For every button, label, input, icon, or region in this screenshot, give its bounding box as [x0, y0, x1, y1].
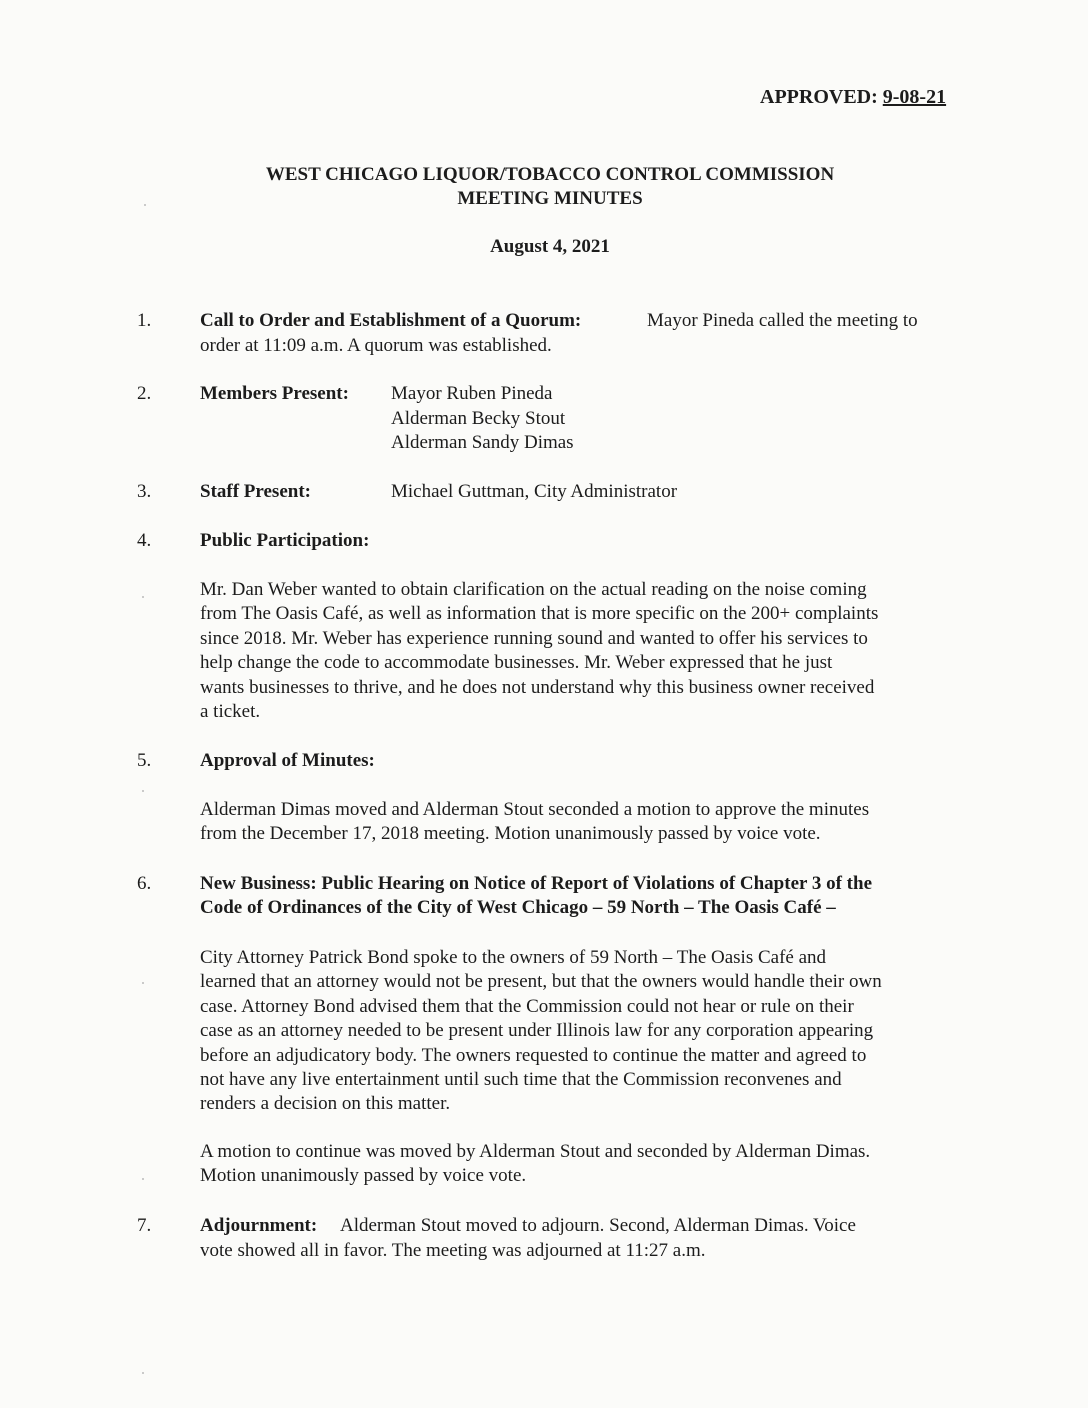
- paragraph-line: since 2018. Mr. Weber has experience running sound and wanted to offer his services to: [200, 627, 868, 649]
- paragraph-line: Mr. Dan Weber wanted to obtain clarification on the actual reading on the noise coming: [200, 579, 867, 600]
- paragraph-line: renders a decision on this matter.: [200, 1093, 451, 1115]
- approval-stamp: [760, 86, 946, 109]
- paragraph-line: from the December 17, 2018 meeting. Motion unanimously passed by voice vote.: [200, 823, 821, 845]
- meeting-date: August 4, 2021: [490, 236, 610, 257]
- item-heading-adjournment: Adjournment:: [200, 1215, 318, 1236]
- paragraph-line: wants businesses to thrive, and he does not understand why this business owner received: [200, 676, 875, 698]
- scan-speck: [142, 596, 144, 598]
- member-name: Alderman Sandy Dimas: [391, 432, 574, 453]
- paragraph-line: learned that an attorney would not be present, but that the owners would handle their own: [200, 971, 882, 993]
- approved-date: 9-08-21: [882, 86, 947, 108]
- item-heading-members-present: Members Present:: [200, 383, 349, 404]
- item-number: 5.: [137, 750, 152, 771]
- document-title: WEST CHICAGO LIQUOR/TOBACCO CONTROL COMMISSION: [265, 164, 835, 185]
- item-number: 6.: [137, 873, 152, 894]
- item-number: 1.: [137, 310, 152, 331]
- scan-speck: [142, 790, 144, 792]
- item-heading-staff-present: Staff Present:: [200, 481, 311, 502]
- item-text: Alderman Stout moved to adjourn. Second, Alderman Dimas. Voice: [340, 1215, 856, 1236]
- item-heading-new-business-line2: Code of Ordinances of the City of West Chicago – 59 North – The Oasis Café –: [200, 897, 836, 918]
- paragraph-line: case as an attorney needed to be present under Illinois law for any corporation appearing: [200, 1020, 874, 1042]
- paragraph-line: from The Oasis Café, as well as information that is more specific on the 200+ complaints: [200, 603, 879, 625]
- item-heading-public-participation: Public Participation:: [200, 530, 370, 551]
- member-name: Alderman Becky Stout: [391, 408, 566, 429]
- item-number: 7.: [137, 1215, 152, 1236]
- public-participation-paragraph: [200, 578, 970, 724]
- item-heading-approval-of-minutes: Approval of Minutes:: [200, 750, 375, 771]
- item-text: Mayor Pineda called the meeting to: [647, 310, 918, 331]
- paragraph-line: City Attorney Patrick Bond spoke to the owners of 59 North – The Oasis Café and: [200, 947, 827, 968]
- item-text: order at 11:09 a.m. A quorum was established.: [200, 335, 552, 356]
- approval-minutes-paragraph: [200, 798, 970, 847]
- scan-speck: [144, 204, 146, 206]
- document-subtitle: MEETING MINUTES: [457, 188, 643, 209]
- paragraph-line: A motion to continue was moved by Alderman Stout and seconded by Alderman Dimas.: [200, 1141, 871, 1162]
- scan-speck: [142, 1372, 144, 1374]
- item-number: 3.: [137, 481, 152, 502]
- paragraph-line: Alderman Dimas moved and Alderman Stout seconded a motion to approve the minutes: [200, 799, 870, 820]
- item-number: 2.: [137, 383, 152, 404]
- staff-name: Michael Guttman, City Administrator: [391, 481, 678, 502]
- item-heading-new-business: New Business: Public Hearing on Notice of Report of Violations of Chapter 3 of the: [200, 873, 873, 894]
- paragraph-line: not have any live entertainment until such time that the Commission reconvenes and: [200, 1069, 842, 1091]
- new-business-paragraph: [200, 946, 970, 1117]
- approved-label: APPROVED:: [760, 86, 878, 108]
- paragraph-line: before an adjudicatory body. The owners requested to continue the matter and agreed to: [200, 1044, 867, 1066]
- item-text: vote showed all in favor. The meeting was adjourned at 11:27 a.m.: [200, 1240, 706, 1261]
- paragraph-line: help change the code to accommodate businesses. Mr. Weber expressed that he just: [200, 652, 833, 674]
- member-name: Mayor Ruben Pineda: [391, 383, 553, 404]
- scan-speck: [142, 982, 144, 984]
- item-number: 4.: [137, 530, 152, 551]
- scan-speck: [142, 1178, 144, 1180]
- paragraph-line: Motion unanimously passed by voice vote.: [200, 1165, 527, 1187]
- paragraph-line: case. Attorney Bond advised them that the Commission could not hear or rule on their: [200, 995, 854, 1017]
- item-heading-call-to-order: Call to Order and Establishment of a Quorum:: [200, 310, 582, 331]
- motion-to-continue-paragraph: [200, 1140, 970, 1189]
- paragraph-line: a ticket.: [200, 701, 261, 723]
